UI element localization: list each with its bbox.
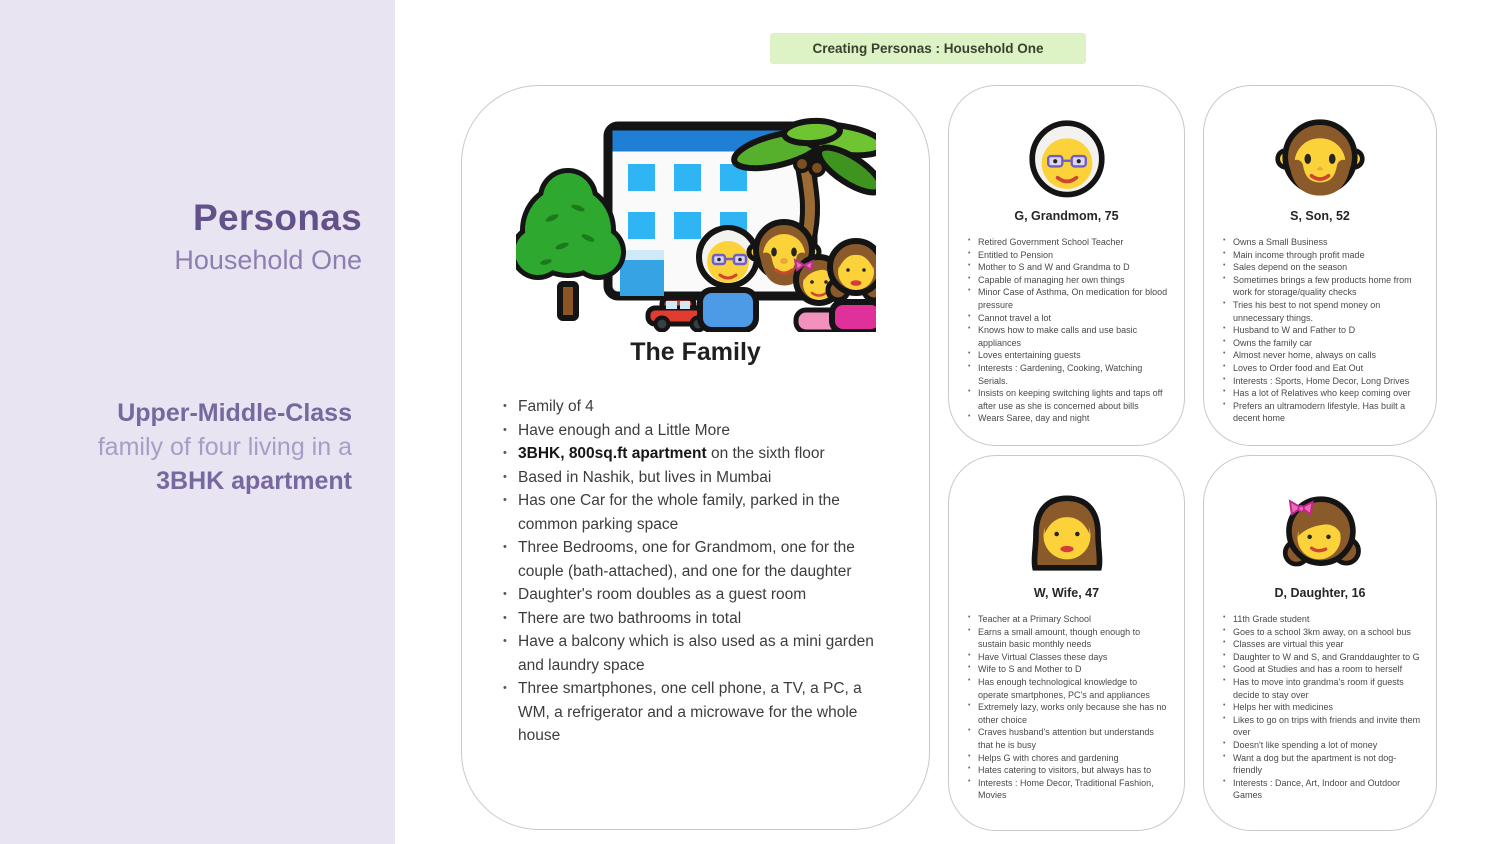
page-subtitle: Household One [174, 245, 362, 275]
sidebar-heading-block [174, 197, 362, 278]
persona-bullet: • Cannot travel a lot [968, 312, 1169, 325]
persona-bullet-list [1223, 236, 1421, 425]
tagline-line-3: 3BHK apartment [156, 467, 352, 495]
persona-bullet: • Owns a Small Business [1223, 236, 1421, 249]
persona-name: G, Grandmom, 75 [1014, 209, 1119, 223]
persona-bullet: • Helps G with chores and gardening [968, 752, 1169, 765]
bearded-man-emoji-icon [1273, 110, 1367, 204]
persona-bullet: • Loves entertaining guests [968, 349, 1169, 362]
persona-bullet: • Hates catering to visitors, but always has to [968, 764, 1169, 777]
section-banner-label: Creating Personas : Household One [812, 41, 1044, 56]
family-card [461, 85, 930, 830]
persona-bullet: • 11th Grade student [1223, 613, 1421, 626]
family-bullet: • Based in Nashik, but lives in Mumbai [501, 466, 891, 490]
persona-bullet: • Earns a small amount, though enough to sustain basic monthly needs [968, 626, 1169, 651]
persona-bullet: • Minor Case of Asthma, On medication for blood pressure [968, 286, 1169, 311]
persona-bullet: • Good at Studies and has a room to herself [1223, 663, 1421, 676]
persona-bullet-list [968, 236, 1169, 425]
persona-bullet: • Teacher at a Primary School [968, 613, 1169, 626]
tagline-line-1: Upper-Middle-Class [117, 399, 352, 427]
persona-bullet: • Mother to S and W and Grandma to D [968, 261, 1169, 274]
persona-bullet: • Capable of managing her own things [968, 274, 1169, 287]
sidebar-tagline-block [98, 396, 352, 498]
older-woman-glasses-emoji-icon [1020, 110, 1114, 204]
persona-card-grandmom [948, 85, 1185, 446]
persona-bullet: • Classes are virtual this year [1223, 638, 1421, 651]
page-title: Personas [193, 197, 362, 238]
persona-bullet: • Has a lot of Relatives who keep coming over [1223, 387, 1421, 400]
persona-bullet: • Sometimes brings a few products home from work for storage/quality checks [1223, 274, 1421, 299]
persona-bullet: • Interests : Sports, Home Decor, Long Drives [1223, 375, 1421, 388]
persona-bullet: • Tries his best to not spend money on unnecessary things. [1223, 299, 1421, 324]
persona-bullet: • Owns the family car [1223, 337, 1421, 350]
persona-bullet: • Main income through profit made [1223, 249, 1421, 262]
section-banner [770, 33, 1086, 64]
persona-bullet: • Has enough technological knowledge to operate smartphones, PC's and appliances [968, 676, 1169, 701]
persona-bullet: • Helps her with medicines [1223, 701, 1421, 714]
persona-name: W, Wife, 47 [1033, 586, 1100, 600]
family-bullet-list [501, 395, 891, 748]
persona-name: S, Son, 52 [1290, 209, 1350, 223]
persona-bullet: • Interests : Home Decor, Traditional Fashion, Movies [968, 777, 1169, 802]
tagline-line-2: family of four living in a [97, 433, 352, 461]
family-card-title: The Family [630, 338, 761, 366]
woman-emoji-icon [1020, 487, 1114, 581]
persona-bullet: • Knows how to make calls and use basic appliances [968, 324, 1169, 349]
girl-with-bow-emoji-icon [1273, 487, 1367, 581]
family-bullet: • 3BHK, 800sq.ft apartment on the sixth floor [501, 442, 891, 466]
persona-name: D, Daughter, 16 [1274, 586, 1366, 600]
persona-bullet: • Husband to W and Father to D [1223, 324, 1421, 337]
family-bullet: • Have enough and a Little More [501, 419, 891, 443]
family-bullet: • There are two bathrooms in total [501, 607, 891, 631]
family-bullet: • Family of 4 [501, 395, 891, 419]
family-bullet: • Daughter's room doubles as a guest room [501, 583, 891, 607]
persona-card-daughter [1203, 455, 1437, 831]
persona-bullet: • Almost never home, always on calls [1223, 349, 1421, 362]
persona-bullet: • Prefers an ultramodern lifestyle. Has built a decent home [1223, 400, 1421, 425]
persona-bullet: • Entitled to Pension [968, 249, 1169, 262]
persona-bullet: • Interests : Dance, Art, Indoor and Outdoor Games [1223, 777, 1421, 802]
persona-card-wife [948, 455, 1185, 831]
persona-bullet-list [968, 613, 1169, 802]
family-bullet: • Have a balcony which is also used as a mini garden and laundry space [501, 630, 891, 677]
persona-bullet: • Likes to go on trips with friends and invite them over [1223, 714, 1421, 739]
persona-card-son [1203, 85, 1437, 446]
grandma-figure [699, 228, 757, 330]
persona-bullet: • Wife to S and Mother to D [968, 663, 1169, 676]
family-bullet: • Three Bedrooms, one for Grandmom, one for the couple (bath-attached), and one for the daughter [501, 536, 891, 583]
persona-bullet: • Craves husband's attention but understands that he is busy [968, 726, 1169, 751]
persona-bullet: • Have Virtual Classes these days [968, 651, 1169, 664]
persona-bullet: • Loves to Order food and Eat Out [1223, 362, 1421, 375]
persona-bullet: • Has to move into grandma's room if guests decide to stay over [1223, 676, 1421, 701]
persona-bullet: • Retired Government School Teacher [968, 236, 1169, 249]
persona-bullet: • Doesn't like spending a lot of money [1223, 739, 1421, 752]
sidebar [0, 0, 395, 844]
family-bullet: • Three smartphones, one cell phone, a TV, a PC, a WM, a refrigerator and a microwave for the whole house [501, 677, 891, 748]
persona-bullet: • Want a dog but the apartment is not dog-friendly [1223, 752, 1421, 777]
persona-bullet-list [1223, 613, 1421, 802]
family-bullet: • Has one Car for the whole family, parked in the common parking space [501, 489, 891, 536]
persona-bullet: • Daughter to W and S, and Granddaughter to G [1223, 651, 1421, 664]
persona-bullet: • Wears Saree, day and night [968, 412, 1169, 425]
persona-bullet: • Sales depend on the season [1223, 261, 1421, 274]
woman-figure [828, 241, 876, 332]
persona-bullet: • Extremely lazy, works only because she has no other choice [968, 701, 1169, 726]
persona-bullet: • Goes to a school 3km away, on a school bus [1223, 626, 1421, 639]
family-scene-illustration [516, 112, 876, 332]
persona-bullet: • Interests : Gardening, Cooking, Watching Serials. [968, 362, 1169, 387]
persona-bullet: • Insists on keeping switching lights and taps off after use as she is concerned about bills [968, 387, 1169, 412]
